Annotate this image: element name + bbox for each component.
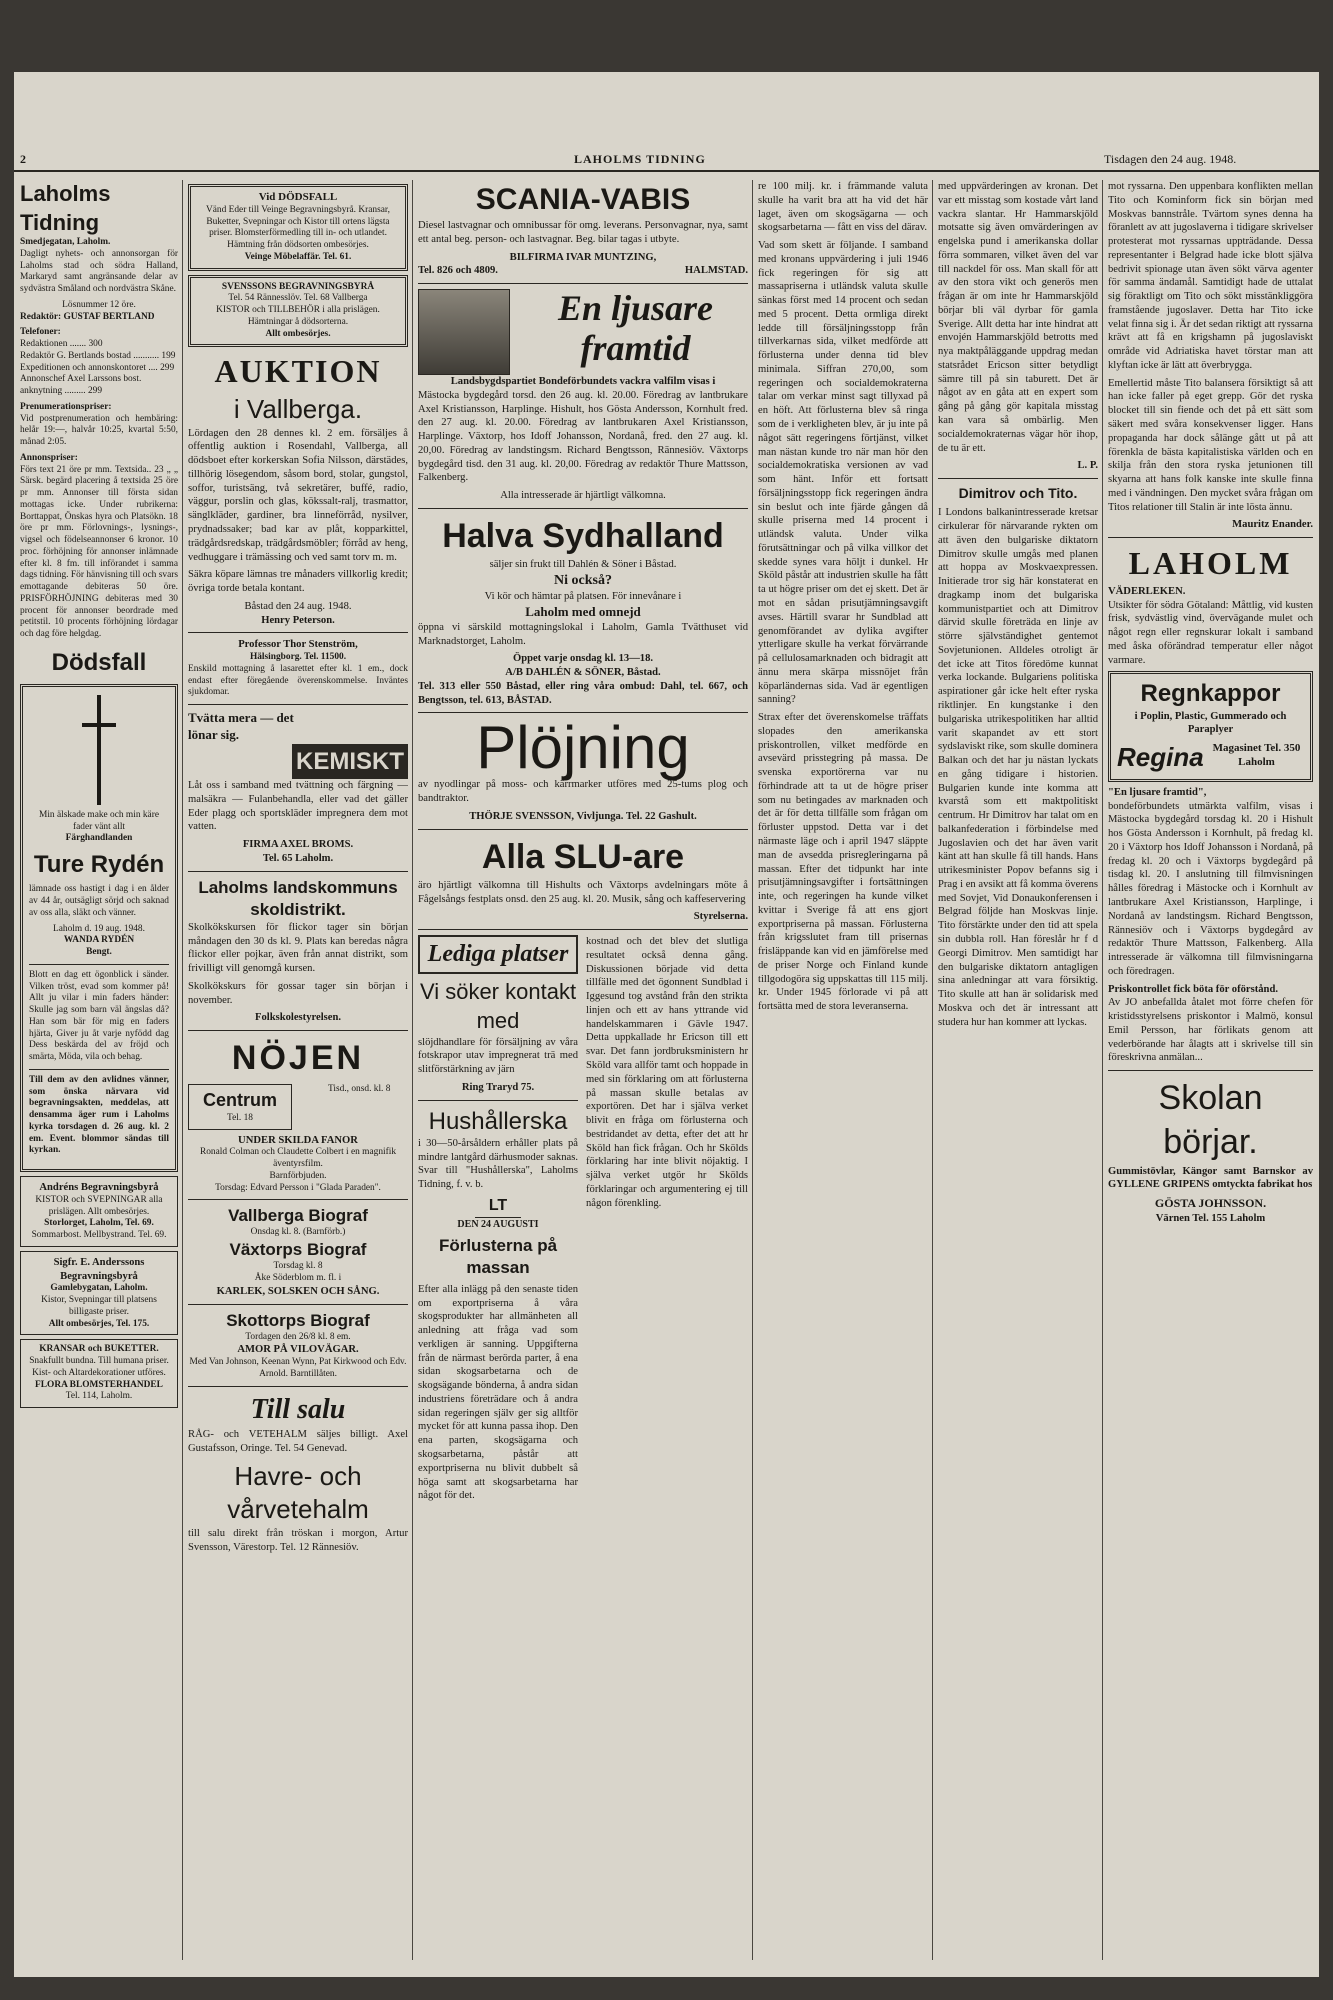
halva-heading: Halva Sydhalland (442, 516, 724, 555)
weather-text: Utsikter för södra Götaland: Måttlig, vid kusten frisk, sydvästlig vind, övervägande mulet och något regn eller regnskurar lokalt i samband med åska oförändrad temperatur eller något varmare. (1108, 599, 1313, 666)
cross-icon (82, 695, 116, 805)
ad-address: Storlorget, Laholm, Tel. 69. (44, 1218, 154, 1229)
ad-title: Sigfr. E. Anderssons Begravningsbyrå (53, 1256, 145, 1282)
about-text: Dagligt nyhets- och annonsorgan för Laholms stad och södra Halland, Markaryd samt angränsande delar av sydvästra Småland och nordvästra Skåne. (20, 248, 178, 295)
tvatta-brand: KEMISKT (292, 744, 408, 779)
ads-title: Annonspriser: (20, 452, 78, 463)
scania-body: Diesel lastvagnar och omnibussar för omg. leverans. Personvagnar, nya, samt ett antal beg. person- och lastvagnar. Beg. bilar tagas i utbyte. (418, 220, 748, 245)
tvatta-tel: Tel. 65 Laholm. (262, 852, 334, 864)
cinema-name: Växtorps Biograf (229, 1240, 367, 1260)
film-title: KARLEK, SOLSKEN OCH SÅNG. (216, 1285, 380, 1297)
article-sign: Mauritz Enander. (1232, 519, 1313, 531)
prof-body: Enskild mottagning å lasarettet efter kl. 1 em., dock endast efter föregående överenskommelse. Inväntes sjukdomar. (188, 663, 408, 698)
article-text: Emellertid måste Tito balansera försiktigt så att han icke faller på eget grepp. Gör det ryska blocket till sin fiende och det på ett sätt som säkert med svåra konsekvenser ligger. Hans propaganda har dock sålänge gått ut på att förenkla de bästa kapitalistiska världen och en skilja från den stora ryska jetunionen till skyarna att hans folk kanske inte skulle finna med i vändningen. Den mycket svåra frågan om Titos relationer till Stalin är inte lösta ännu. (1108, 377, 1313, 513)
skol-body: Skolkökskursen för flickor tager sin början måndagen den 30 ds kl. 9. Plats kan beredas några flickor eller pojkar, även från annat distrikt, som frivilligt vill genomgå kursen. (188, 921, 408, 975)
auktion-place: i Vallberga. (233, 393, 363, 424)
ad-tel: Allt ombesörjes, Tel. 175. (48, 1318, 150, 1329)
hush-heading: Hushållerska (428, 1107, 568, 1135)
havre-body: till salu direkt från tröskan i morgon, Artur Svensson, Värestorp. Tel. 12 Rännesiöv. (188, 1528, 408, 1553)
phone-line: Redaktör G. Bertlands bostad ........... 199 (20, 350, 176, 361)
column-rule (1102, 180, 1103, 1960)
ljus-caption: Landsbygdspartiet Bondeförbundets vackra valfilm visas i (450, 376, 716, 388)
lt-logo: LT (475, 1196, 521, 1218)
cinema-name: Centrum (202, 1090, 277, 1111)
auktion-date: Båstad den 24 aug. 1948. (244, 600, 352, 612)
column-4 (758, 180, 928, 1018)
ljus-title: En ljusare framtid (557, 289, 714, 368)
centrum-box (188, 1084, 292, 1129)
halva-body: öppna vi särskild mottagningslokal i Laholm, Gamla Tvätthuset vid Marknadstorget, Laholm. (418, 621, 748, 647)
ljus-foot: Alla intresserade är hjärtligt välkomna. (500, 490, 666, 502)
ad-body: KISTOR och TILLBEHÖR i alla prislägen. Hämtningar å dödsorterna. (216, 305, 380, 327)
death-heading: Dödsfall (51, 648, 147, 676)
article-text: kostnad och det blev det slutliga resultatet också denna gång. Diskussionen började vid detta tillfälle med det ögonnent Sundblad i Iggesund tog avstånd från den strikta linjen och ett av hans yttrande vid handelskammaren i Gävle 1947. Detta uppkallade hr Ericson till ett svar. Det fann jordbruksministern hr Sköld vara allför tamt och hoppade in med sin förklaring om att förlusterna på massan skulle betalas av exportören. Det har i själva verket blivit en fråga om förlusterna och bestridandet av detta, efter det att hr Sköld han fick frågan. Och hr Skölds förklaring har inte blivit nöjaktig. I själva verket utgör hr Skölds förklaringar och argumentering ej till någon förenkling. (586, 936, 748, 1209)
subs-text: Vid postprenumeration och hembäring: helår 19:—, halvår 10:25, kvartal 5:50, månad 2:05. (20, 413, 178, 448)
ad-title: Regnkappor (1140, 680, 1281, 708)
tvatta-title: Tvätta mera — det lönar sig. (188, 710, 294, 743)
halva-firm: A/B DAHLÉN & SÖNER, Båstad. (505, 667, 661, 679)
phones-title: Telefoner: (20, 327, 61, 338)
skolan-addr: Värnen Tel. 155 Laholm (1155, 1212, 1266, 1224)
page-header (14, 150, 1319, 172)
halva-body: Vi kör och hämtar på platsen. För innevånare i (484, 591, 682, 603)
plojning-firm: THÖRJE SVENSSON, Vivljunga. Tel. 22 Gashult. (469, 810, 697, 822)
slu-body: äro hjärtligt välkomna till Hishults och Växtorps avdelningars möte å Fågelsångs festplats onsd. den 25 aug. kl. 20. Musik, sång och kaffeservering (418, 879, 748, 905)
ad-regnkappor (1108, 671, 1313, 782)
price: Lösnummer 12 öre. (62, 299, 136, 310)
tillsalu-heading: Till salu (250, 1393, 346, 1425)
tvatta-body: Låt oss i samband med tvättning och färgning — malsäkra — Fulanbehandla, eller vad det gäller Eder plagg och sportskläder impregnera dem mot vatten. (188, 780, 408, 833)
death-text: lämnade oss hastigt i dag i en ålder av 44 år, outsägligt sörjd och saknad av oss alla, släkt och vänner. (29, 884, 169, 918)
ad-andrens (20, 1176, 178, 1247)
prisko-text: Av JO anbefallda åtalet mot förre chefen för kristidsstyrelsens priskontor i Malmö, konsul Emil Persson, har förlikats genom att vederbörande har ålagts att i skrivelse till sin föreskrivna anmälan... (1108, 997, 1313, 1064)
ads-text: Förs text 21 öre pr mm. Textsida.. 23 „ „ Särsk. begärd placering å textsida 25 öre pr mm. Annonser till första sidan mottagas icke. Under rubrikerna: Borttappat, Önskas hyra och Platsökn. 18 öre pr mm. Förlovnings-, lysnings-, vigsel och födelseannonser 6 kronor. 10 proc. förhöjning för annonser inlämnade efter kl. 8 fm. till införandet i samma dags tidning. För hänvisning till och svars emottagande debiteras 50 öre. PRISFÖRHÖJNING debiteras med 30 procent för annonser beordrade med petitstil. 10 procents förhöjning lördagar och dag före helgdag. (20, 464, 178, 640)
auktion-title: AUKTION (214, 353, 382, 390)
column-5 (938, 180, 1098, 1033)
poem: Blott en dag ett ögonblick i sänder. Vilken tröst, evad som kommer på! Allt ju vilar i min faders händer: Skulle jag som barn väl ängslas då? Han som bär för mig en faders hjärta, Giver ju åt varje nyfödd dag Dess beskärda del av fröjd och smärta, Möda, vila och behag. (29, 969, 169, 1063)
film-body: Ronald Colman och Claudette Colbert i en magnifik äventyrsfilm. (199, 1147, 397, 1170)
ad-body: Kistor, Svepningar till platsens billigaste priser. (41, 1295, 157, 1317)
skolan-body: Gummistövlar, Kängor samt Barnskor av GYLLENE GRIPENS omtyckta fabrikat hos (1108, 1165, 1313, 1191)
article-text: Vad som skett är följande. I samband med kronans uppvärdering i juli 1946 fick regeringen för sig att massapriserna i utländsk valuta skulle sänkas först med 14 procent och sedan med 5 procent. Detta ormliga direkt ledde till försäljningsstopp från tillverkarnas sida, vilket medförde att förlusterna under denna tid blev minimala. Siffran 270,00, som regeringen och socialdemokraterna talar om verkar minst sagt tillyxad på en höft. Att förlusterna blev så ringa som de i verkligheten blev, är ju inte på något sätt regeringens förtjänst, vilket man nästan kunde tro när man hör den socialdemokratiska versionen av vad som hänt. Inför ett fortsatt försäljningsstopp fick regeringen ändra sin beslut och inte fjärde gången då skulle priserna med 14 procent i utländsk valuta. Under vilka förutsättningar och på vilka villkor det skedde synes vara höljt i dunkel. Hr Sköld påstår att industrien skulle ha fått ta ut högre priser om det ej skett. Det är mot en sådan prisutjämningsavgift avses. Härtill svarar hr Sundblad att genomförandet av dylika avgifter ytterligare skulle ha verkat förvärrande på cellulosamarknaden och bidragit att ännu mera skärpa missnöjet från köparländernas sida. Vad är egentligen sanning? (758, 240, 928, 706)
ad-tel: Tel. 54 Rännesslöv. Tel. 68 Vallberga (228, 293, 368, 304)
framtid-text: bondeförbundets utmärkta valfilm, visas i Mästocka bygdegård torsdag kl. 20 i Hishult hos Gösta Andersson i Kornhult, på fredag kl. 20 i Växtorp hos Idoff Johansson i Nordanå, på fredag kl. 20 och i Växtorps bygdegård på tisdag kl. 20. I anslutning till filmvisningen hålles föredrag i Mästocke och i Kornhult av lantbrukare Axel Kristiansson, Harplinge, i Nordanå av landstingsm. Richard Bengtsson, Rännesiöv och i Växtorps bygdegård av redaktör Thure Mattsson, Falkenberg. Alla intresserade är välkomna till filmvisningarna och föredragen. (1108, 800, 1313, 977)
skol-body: Skolkökskurs för gossar tager sin början i november. (188, 980, 408, 1006)
ad-body: KISTOR och SVEPNINGAR alla prislägen. Allt ombesörjes. (35, 1194, 163, 1217)
weather-title: VÄDERLEKEN. (1108, 585, 1186, 597)
death-child: Bengt. (86, 947, 112, 958)
ad-sigfr (20, 1251, 178, 1336)
ad-title: Andréns Begravningsbyrå (39, 1182, 159, 1194)
article-text: re 100 milj. kr. i främmande valuta skulle ha varit bra att ha vid det här laget, även om skogsägarna — och skogsarbetarna — fått en viss del därav. (758, 181, 928, 234)
death-widow: WANDA RYDÉN (63, 935, 135, 946)
dimitrov-title: Dimitrov och Tito. (958, 485, 1078, 502)
scania-heading: SCANIA-VABIS (475, 183, 691, 216)
ljus-body: Mästocka bygdegård torsd. den 26 aug. kl. 20.00. Föredrag av lantbrukare Axel Kristiansson, Harplinge. Hishult, hos Gösta Andersson, Kornhult fred. den 27 aug. kl. 20.00. Föredrag av lantbrukaren Axel Kristiansson, Harplinge. Växtorp, hos Idoff Johansson, Nordanå, fred. den 27 aug. kl. 20,00. Föredrag av landstingsm. Richard Bengtsson, Rännesiöv. Växtorps bygdegård tisd. den 31 aug. kl. 20,00. Föredrag av redaktör Thure Mattsson, Falkenberg. (418, 389, 748, 484)
film-thursday: Torsdag: Edvard Persson i "Glada Paraden". (215, 1182, 381, 1193)
skolan-firm: GÖSTA JOHNSSON. (1154, 1196, 1267, 1211)
film-cast: Med Van Johnson, Keenan Wynn, Pat Kirkwood och Edv. Arnold. Barntillåten. (189, 1357, 407, 1379)
paper-name: LAHOLMS TIDNING (574, 152, 706, 166)
ad-address: Sommarbost. Mellbystrand. Tel. 69. (31, 1230, 167, 1241)
column-2 (188, 180, 408, 1559)
prof-place: Hälsingborg. Tel. 11500. (249, 652, 347, 663)
scania-tel: Tel. 826 och 4809. (418, 265, 498, 277)
article-sign: L. P. (1077, 460, 1098, 472)
ad-title: Vid DÖDSFALL (258, 191, 338, 203)
regina-logo: Regina (1117, 742, 1204, 773)
slu-sign: Styrelserna. (693, 911, 748, 923)
article-text: Efter alla inlägg på den senaste tiden om exportpriserna å våra skogsprodukter har allmänheten all anledning att fråga vad som verkligen är sanning. Uppgifterna från de närmast berörda parter, å ena sidan skogsarbetarna och de skogsägande bönderna, å andra sidan industriens företrädare och å andra sidan regeringen själv ger sig alltför mycket för att kunna passa ihop. Den ena parten, skogsägarna och skogsarbetarna, påstår att exportpriserna nu blivit dubbelt så höga samt att skogsarbetarna har något för det. (418, 1283, 578, 1502)
column-1 (20, 180, 178, 1412)
film-title: UNDER SKILDA FANOR (238, 1134, 358, 1146)
column-6 (1108, 180, 1313, 1225)
kontakt-body: slöjdhandlare för försäljning av våra fotskrapor utav impregnerat trä med slitförstärkning av järn (418, 1036, 578, 1076)
kontakt-heading: Vi söker kontakt med (419, 979, 577, 1033)
editor: Redaktör: GUSTAF BERTLAND (20, 311, 155, 322)
auktion-terms: Säkra köpare lämnas tre månaders villkorlig kredit; övriga torde betala kontant. (188, 569, 408, 595)
column-rule (752, 180, 753, 1960)
ad-flora (20, 1339, 178, 1408)
regina-sub: Magasinet Tel. 350 Laholm (1212, 742, 1301, 769)
column-3 (418, 180, 748, 1507)
laholm-heading: LAHOLM (1128, 545, 1293, 582)
column-rule (412, 180, 413, 1960)
cinema-show: Tordagen den 26/8 kl. 8 em. (245, 1331, 351, 1342)
issue-date: Tisdagen den 24 aug. 1948. (1104, 152, 1237, 166)
ad-foot: Allt ombesörjes. (265, 328, 331, 339)
article-text: I Londons balkanintresserade kretsar cirkulerar för närvarande rykten om att även den bulgariske diktatorn Dimitrov skulle umgås med planen att hoppa av Moskvaexpressen. Initierade tror sig här konstaterat en dragkamp inom det bulgariska kommunistpartiet och att Dimitrov därvid skulle företräda en linje av större självständighet gentemot Sovjetunionen. Alldeles otroligt är det icke att Titos föredöme kunnat verka lockande. Bulgariens politiska aspirationer går icke helt efter ryska riktlinjer. En kungstanke i den bulgariska utrikespolitiken har alltid varit skapandet av ett stort sydslaviskt rike, som skulle dominera Balkan och det har ju nästan lyckats en gång tidigare i historien. Bulgarien kunde inte komma att kvarstå som ett maktpolitiskt centrum. Hr Dimitrov har talat om en balkanfederation i förbindelse med Jugoslavien och det har även varit känt att han skulle få till hands. Hans utrikesminister Popov befanns sig i Prag i en avsikt att få komma överens med Sovjet, Vid Donaukonferensen i Belgrad följde han Moskvas linje. Tito förstärkte under den tid att spela sin dubbla roll. Han föreslår hr f d Georgi Dimitrov. Men samtidigt har den bulgariske diktatorn antagligen sina anledningar att vara försiktig. Tito skulle att han är solidarisk med Moskva och det är intressant att studera hur han kommer att lyckas. (938, 507, 1098, 1028)
address: Smedjegatan, Laholm. (20, 237, 111, 248)
article-text: Strax efter det överenskomelse träffats slopades den amerikanska priskontrollen, vilket medförde en avsevärd prisstegring på massa. De svenska exportörerna var nu förhindrade att ta ut de högre priser som nu betingades av marknaden och det är för detta tillfälle som frågan om förluster uppstod. Detta var i det närmaste läge och i april 1947 släppte man de avsedda prisregleringarna på massan. Efter det tidpunkt har inte prisutjämningsavgifter i fortsättningen inte, och regeringen ha kunde vilket kvittar i Sverige få att ens gjort exportpriserna på massan. Förlusterna från krigsslutet fram till prisernas frisläppande kan vid en jämförelse med de priser Norge och Finland kunde tillgodogöra sig uppskattas till 115 milj. kr. Under 1945 förlorade vi på att fortsätta med de stora leveranserna. (758, 712, 928, 1013)
cinema-name: Vallberga Biograf (228, 1206, 368, 1226)
cinema-show: Onsdag kl. 8. (Barnförb.) (250, 1227, 346, 1238)
halva-place: Laholm med omnejd (525, 603, 641, 619)
framtid-title: "En ljusare framtid", (1108, 786, 1207, 798)
tvatta-firm: FIRMA AXEL BROMS. (242, 839, 354, 851)
death-notice (20, 684, 178, 1172)
halva-sub: säljer sin frukt till Dahlén & Söner i Båstad. (489, 559, 677, 571)
kontakt-firm: Ring Traryd 75. (461, 1081, 535, 1093)
nojen-heading: NÖJEN (231, 1039, 365, 1078)
death-intro: Min älskade make och min käre fader vänt allt (38, 809, 159, 832)
slu-heading: Alla SLU-are (481, 837, 685, 876)
ljus-banner (418, 289, 748, 375)
skol-sign: Folkskolestyrelsen. (254, 1012, 342, 1024)
ad-firm: FLORA BLOMSTERHANDEL (35, 1379, 163, 1390)
prisko-title: Priskontrollet fick böta för oförstånd. (1108, 983, 1278, 995)
plojning-heading: Plöjning (476, 714, 690, 782)
masthead: Laholms Tidning (20, 181, 111, 235)
cinema-cast: Åke Söderblom m. fl. i (254, 1273, 342, 1284)
plojning-body: av nyodlingar på moss- och kärrmarker utföres med 25-tums plog och bandtraktor. (418, 779, 748, 805)
ad-address: Gamlebygatan, Laholm. (50, 1283, 148, 1294)
article-text: med uppvärderingen av kronan. Det var ett misstag som kostade vårt land vackra slantar. Hr Hammarskjöld motsatte sig även omvärderingen av engelska pund i amerikanska dollar förra sommaren, vilket även del var till nackdel för oss. Man skall för att av den stora vikt och generös men frågan är om inte hr Hammarskjöld börjar bli väl dyrbar för gamla Sverige. Allt detta har inte hindrat att envojén Hammarskjöld betrotts med nya maktpåläggande uppdrag medan statsrådet Ericson sitter betydligt sämre till på sin taburett. Det är något av en gåta att en expert som gång på gång gör kapitala misstag kan vara så ombärlig. Men socialdemokraternas vägar hör ihop, de tu är ett. (938, 181, 1098, 454)
newspaper-page (14, 72, 1319, 1977)
prof-title: Professor Thor Stenström, (238, 639, 358, 651)
page-number: 2 (20, 152, 26, 166)
ad-veinge (188, 184, 408, 271)
lt-date: DEN 24 AUGUSTI (457, 1218, 539, 1230)
lediga-heading: Lediga platser (418, 935, 578, 974)
subs-title: Prenumerationspriser: (20, 401, 112, 412)
death-name: Ture Rydén (33, 851, 165, 879)
film-title: AMOR PÅ VILOVÄGAR. (237, 1344, 359, 1356)
phone-line: Annonschef Axel Larssons bost. anknytning ......... 299 (20, 374, 142, 397)
article-title: Förlusterna på massan (438, 1235, 558, 1277)
skol-title: Laholms landskommuns skoldistrikt. (198, 877, 398, 919)
havre-heading: Havre- och vårvetehalm (227, 1460, 369, 1525)
scania-city: HALMSTAD. (684, 265, 748, 277)
film-foot: Barnförbjuden. (269, 1170, 327, 1181)
portrait-image (418, 289, 510, 375)
phone-line: Expeditionen och annonskontoret .... 299 (20, 362, 175, 373)
article-text: mot ryssarna. Den uppenbara konflikten mellan Tito och Kominform fick sin början med Moskvas bannstråle. Tvärtom synes denna ha föranlett av att jugoslaverna i tidigare skrivelser protesterat mot ryssarnas uppträdande. Dessa representanter i Belgrad hade icke blott själva bedrivit spionage utan även sökt värva agenter för samma ändamål. Samtidigt hade de uttalat sig föraktligt om Tito och sökt misstänkliggöra framstående jugoslaver. Detta har Tito icke velat finna sig i. Är det sedan riktigt att ryssarna krävt att få en krigshamn på jugoslaviskt område vid Adriatiska havet törstar man att klyftan icke är lätt att överbrygga. (1108, 181, 1313, 371)
cinema-name: Skottorps Biograf (226, 1310, 370, 1330)
tillsalu-body: RÅG- och VETEHALM säljes billigt. Axel Gustafsson, Oringe. Tel. 54 Genevad. (188, 1429, 408, 1454)
hush-body: i 30—50-årsåldern erhåller plats på mindre lantgård därhusmoder saknas. Svar till "Hushållerska", Laholms Tidning, f. v. b. (418, 1137, 578, 1191)
halva-open: Öppet varje onsdag kl. 13—18. (512, 653, 654, 665)
cinema-show: Torsdag kl. 8 (273, 1261, 323, 1272)
ad-body: Snakfullt bundna. Till humana priser. Kist- och Altardekorationer utföres. (29, 1356, 169, 1378)
cinema-show: Tisd., onsd. kl. 8 (328, 1084, 391, 1095)
ad-title: SVENSSONS BEGRAVNINGSBYRÅ (221, 281, 375, 292)
auktion-body: Lördagen den 28 dennes kl. 2 em. försäljes å offentlig auktion i Rosendahl, Vallberga, all dödsboet efter korkerskan Sofia Nilsson, därstädes, tillhörig lösegendom, såsom bord, stolar, gungstol, soffor, turistsäng, två sekretärer, buffé, radio, väggur, porslin och glas, kökssalt-ralj, trasmattor, sänglkläder, gardiner, bra linneförråd, nysilver, prydnadssaker; bad kar av plåt, kopparkittel, trädgårdsredskap, trädgårdsmöbler; förråd av heng, vedhuggare i trämässing och ved samt torv m. m. (188, 427, 408, 563)
column-rule (932, 180, 933, 1960)
auktion-sign: Henry Peterson. (261, 614, 335, 626)
ad-svenssons (188, 275, 408, 348)
death-firm: Färghandlanden (65, 833, 133, 844)
scania-firm: BILFIRMA IVAR MUNTZING, (509, 251, 657, 263)
ad-tel: Veinge Möbelaffär. Tel. 61. (244, 251, 352, 262)
death-place: Laholm d. 19 aug. 1948. (53, 923, 145, 934)
halva-tel: Tel. 313 eller 550 Båstad, eller ring våra ombud: Dahl, tel. 667, och Bengtsson, tel. 613, BÅSTAD. (418, 680, 748, 706)
ad-title: KRANSAR och BUKETTER. (39, 1344, 159, 1355)
funeral-note: Till dem av den avlidnes vänner, som önska närvara vid begravningsakten, meddelas, att densamma äger rum i Laholms kyrka torsdagen d. 26 aug. kl. 2 em. Event. blommor sändas till kyrkan. (29, 1074, 169, 1156)
halva-question: Ni också? (554, 572, 612, 588)
skolan-heading: Skolan börjar. (1158, 1079, 1263, 1162)
cinema-tel: Tel. 18 (227, 1112, 253, 1123)
ad-body: i Poplin, Plastic, Gummerado och Paraplyer (1134, 710, 1287, 736)
column-rule (182, 180, 183, 1960)
ad-tel: Tel. 114, Laholm. (65, 1391, 133, 1402)
phone-line: Redaktionen ....... 300 (20, 339, 103, 350)
ad-body: Vänd Eder till Veinge Begravningsbyrå. Kransar, Buketter, Svepningar och Kistor till ortens lägsta priser. Blomsterförmedling till in- och utlandet. Hämtning från dödsorten ombesörjes. (205, 204, 391, 250)
